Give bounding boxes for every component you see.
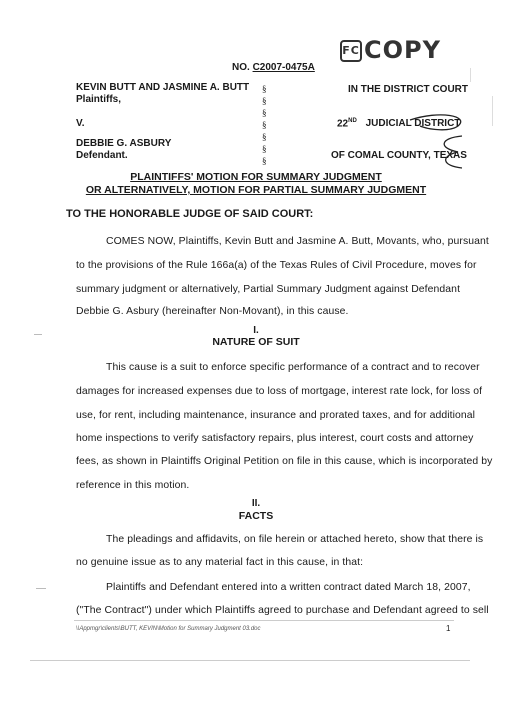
court-line-3: OF COMAL COUNTY, TEXAS [331,150,467,161]
footer-rule [74,620,454,621]
section-1-line: This cause is a suit to enforce specific performance of a contract and to recover [106,362,480,373]
section-1-line: reference in this motion. [76,480,190,491]
salutation: TO THE HONORABLE JUDGE OF SAID COURT: [66,208,314,220]
court-line-2: 22ND JUDICIAL DISTRICT [337,118,461,130]
section-mark: § [262,132,267,142]
scan-speck [36,588,46,589]
copy-stamp [340,36,452,64]
section-2-line: Plaintiffs and Defendant entered into a written contract dated March 18, 2007, [106,582,471,593]
plaintiffs-names: KEVIN BUTT AND JASMINE A. BUTT [76,82,250,93]
scan-edge-line [30,660,470,661]
scan-speck [34,334,42,335]
section-mark: § [262,120,267,130]
intro-line: COMES NOW, Plaintiffs, Kevin Butt and Jasmine A. Butt, Movants, who, pursuant [106,236,489,247]
section-2-line: no genuine issue as to any material fact in this cause, in that: [76,557,364,568]
plaintiffs-role: Plaintiffs, [76,94,122,105]
stamp-logo-icon: FC [340,40,362,62]
section-2-line: ("The Contract") under which Plaintiffs agreed to purchase and Defendant agreed to sell [76,605,489,616]
intro-line: Debbie G. Asbury (hereinafter Non-Movant), in this cause. [76,306,349,317]
handwritten-bracket-mark [400,108,470,172]
section-1-line: home inspections to verify satisfactory repairs, plus interest, court costs and attorney [76,433,474,444]
section-1-line: damages for increased expenses due to loss of mortgage, interest rate lock, for loss of [76,386,483,397]
scan-speck [492,96,493,126]
section-2-numeral: II. [251,498,261,509]
intro-line: summary judgment or alternatively, Partial Summary Judgment against Defendant [76,284,461,295]
motion-title-line-1: PLAINTIFFS' MOTION FOR SUMMARY JUDGMENT [130,171,382,183]
section-1-heading: NATURE OF SUIT [212,336,300,348]
section-mark: § [262,144,267,154]
section-mark: § [262,84,267,94]
footer-page-number: 1 [446,624,451,633]
section-1-line: fees, as shown in Plaintiffs Original Petition on file in this cause, which is incorporated by [76,456,493,467]
defendant-role: Defendant. [76,150,128,161]
section-mark: § [262,96,267,106]
intro-line: to the provisions of the Rule 166a(a) of the Texas Rules of Civil Procedure, moves for [76,260,477,271]
versus-label: V. [76,118,85,129]
section-1-numeral: I. [253,325,259,336]
section-mark: § [262,108,267,118]
section-2-line: The pleadings and affidavits, on file herein or attached hereto, show that there is [106,534,484,545]
cause-number-value: C2007-0475A [252,62,315,73]
court-line-1: IN THE DISTRICT COURT [348,84,468,95]
motion-title-line-2: OR ALTERNATIVELY, MOTION FOR PARTIAL SUMMARY JUDGMENT [85,184,427,196]
section-1-line: use, for rent, including maintenance, insurance and prorated taxes, and for additional [76,410,476,421]
section-mark: § [262,156,267,166]
scan-speck [470,68,471,82]
defendant-name: DEBBIE G. ASBURY [76,138,172,149]
stamp-text: COPY [364,36,441,64]
cause-number: NO. C2007-0475A [232,62,315,73]
footer-file-path: \\Appmgr\clients\BUTT, KEVIN\Motion for Summary Judgment 03.doc [76,626,261,632]
section-2-heading: FACTS [238,510,274,522]
